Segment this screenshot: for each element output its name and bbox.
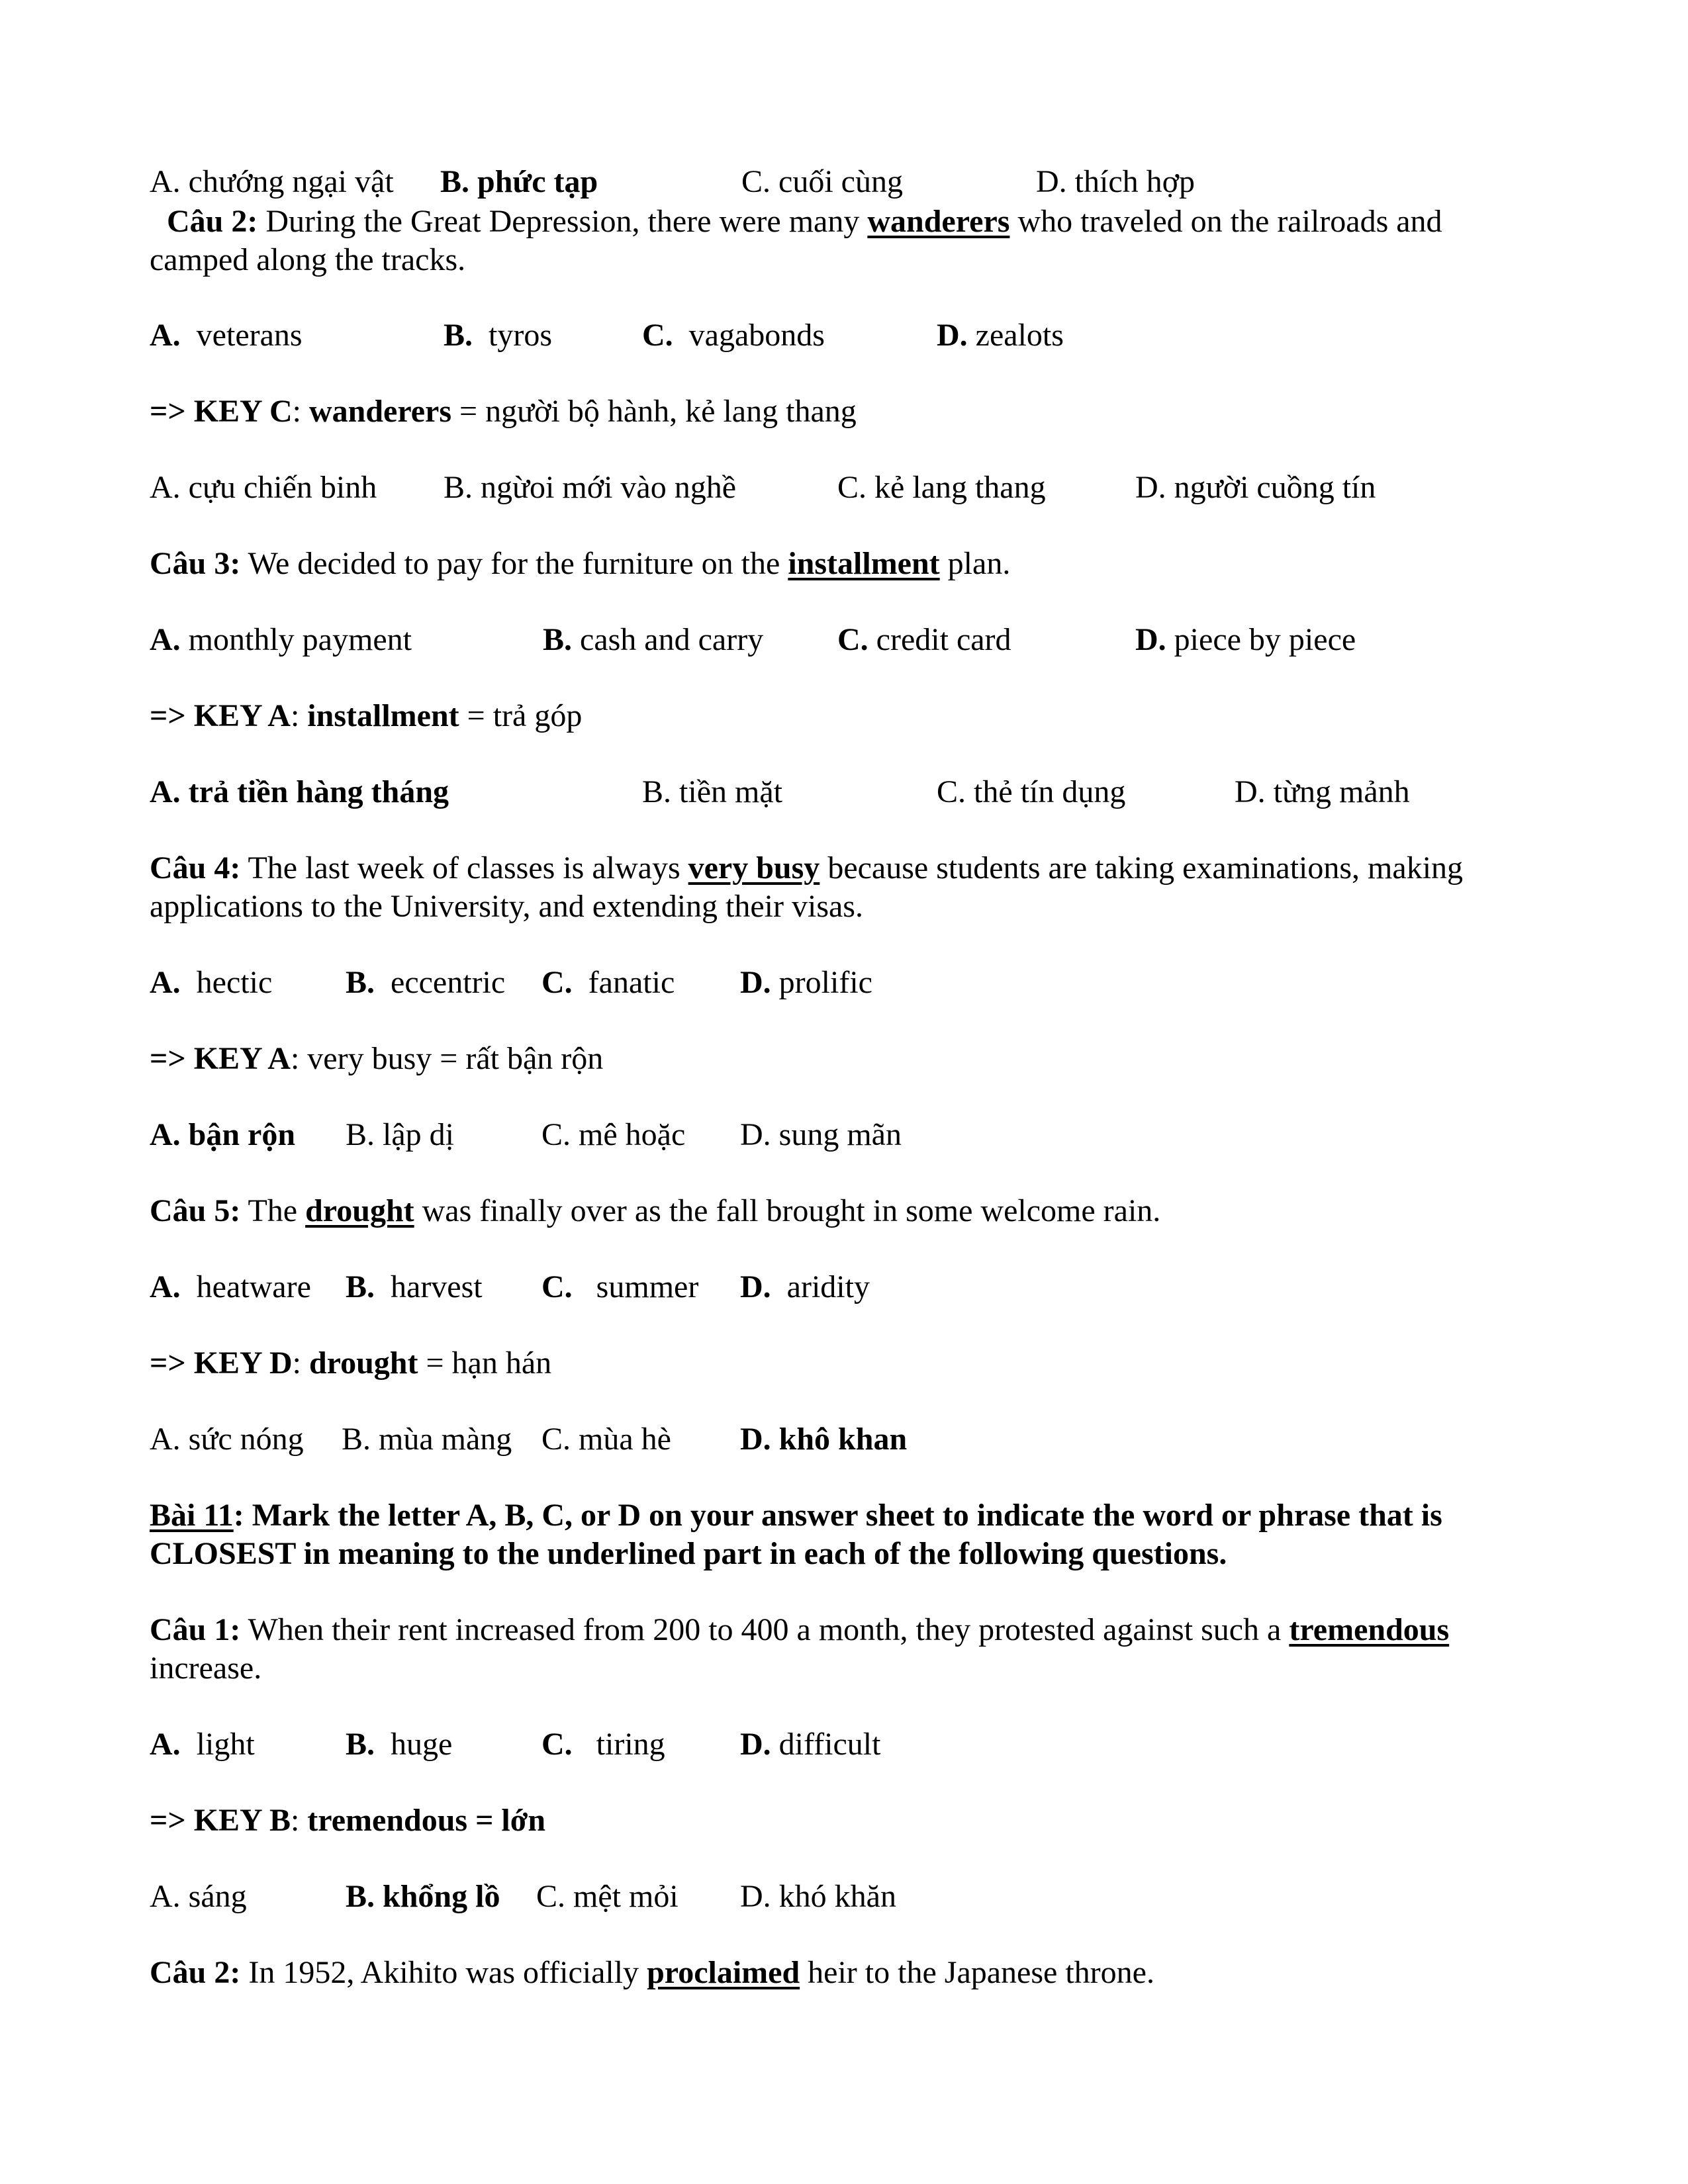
trans-option-a: A. sáng (150, 1879, 247, 1914)
question-3-line-1: Câu 3: We decided to pay for the furniture on the installment plan. (150, 546, 1011, 581)
trans-option-d: D. khó khăn (740, 1879, 896, 1914)
option-c[interactable]: C. summer (541, 1269, 699, 1304)
trans-option-c: C. thẻ tín dụng (937, 774, 1126, 809)
question-2-line-1 (167, 203, 1442, 241)
option-d[interactable]: D. difficult (740, 1727, 881, 1762)
trans-option-a: A. sức nóng (150, 1422, 304, 1457)
trans-option-d: D. thích hợp (1036, 164, 1196, 199)
option-c[interactable]: C. tiring (541, 1727, 665, 1762)
option-d[interactable]: D. aridity (740, 1269, 870, 1304)
trans-option-b: B. khổng lồ (346, 1879, 500, 1914)
exercise-heading-line-2: CLOSEST in meaning to the underlined part in each of the following questions. (150, 1536, 1227, 1571)
underlined-word: drought (305, 1193, 414, 1228)
b11-question-1-line-2: increase. (150, 1651, 262, 1686)
underlined-word: tremendous (1289, 1612, 1450, 1647)
trans-option-c: C. cuối cùng (741, 164, 903, 199)
trans-option-d: D. từng mảnh (1235, 774, 1410, 809)
question-text: During the Great Depression, there were many (265, 204, 860, 239)
trans-option-b: B. lập dị (346, 1117, 454, 1152)
trans-option-b: B. ngừoi mới vào nghề (444, 470, 737, 505)
question-3-key: => KEY A: installment = trả góp (150, 698, 583, 733)
question-5-key: => KEY D: drought = hạn hán (150, 1345, 552, 1381)
trans-option-a: A. cựu chiến binh (150, 470, 377, 505)
question-number: Câu 2: (167, 204, 258, 239)
trans-option-a: A. chướng ngại vật (150, 164, 394, 199)
option-c[interactable]: C. vagabonds (642, 318, 825, 353)
question-5-line-1: Câu 5: The drought was finally over as the fall brought in some welcome rain. (150, 1193, 1161, 1228)
option-b[interactable]: B. eccentric (346, 965, 506, 1000)
option-a[interactable]: A. veterans (150, 318, 303, 353)
b11-question-1-key: => KEY B: tremendous = lớn (150, 1803, 546, 1838)
question-4-line-1: Câu 4: The last week of classes is always very busy because students are taking examinations, making (150, 850, 1464, 886)
b11-question-2-line-1: Câu 2: In 1952, Akihito was officially proclaimed heir to the Japanese throne. (150, 1955, 1154, 1990)
underlined-word: wanderers (867, 204, 1010, 239)
option-a[interactable]: A. light (150, 1727, 255, 1762)
option-b[interactable]: B. tyros (444, 318, 553, 353)
underlined-word: proclaimed (647, 1955, 800, 1990)
exercise-heading-line-1 (150, 1496, 1442, 1535)
question-4-key: => KEY A: very busy = rất bận rộn (150, 1041, 604, 1076)
trans-option-a: A. trả tiền hàng tháng (150, 774, 449, 809)
exercise-instruction: : Mark the letter A, B, C, or D on your answer sheet to indicate the word or phrase that is (233, 1498, 1442, 1533)
question-text: who traveled on the railroads and (1017, 204, 1442, 239)
option-d[interactable]: D. zealots (937, 318, 1064, 353)
option-d[interactable]: D. prolific (740, 965, 872, 1000)
exercise-label: Bài 11 (150, 1498, 234, 1533)
underlined-word: installment (788, 546, 940, 581)
trans-option-d: D. sung mãn (740, 1117, 902, 1152)
trans-option-b: B. phức tạp (440, 164, 598, 199)
option-b[interactable]: B. cash and carry (543, 622, 764, 657)
option-b[interactable]: B. harvest (346, 1269, 483, 1304)
trans-option-a: A. bận rộn (150, 1117, 296, 1152)
trans-option-b: B. mùa màng (342, 1422, 512, 1457)
option-a[interactable]: A. hectic (150, 965, 273, 1000)
option-d[interactable]: D. piece by piece (1135, 622, 1356, 657)
trans-option-b: B. tiền mặt (642, 774, 782, 809)
trans-option-c: C. mệt mỏi (536, 1879, 679, 1914)
question-4-line-2: applications to the University, and extending their visas. (150, 889, 863, 924)
trans-option-d: D. người cuồng tín (1135, 470, 1376, 505)
question-2-line-2: camped along the tracks. (150, 242, 466, 277)
trans-option-c: C. kẻ lang thang (837, 470, 1046, 505)
trans-option-c: C. mê hoặc (541, 1117, 686, 1152)
trans-option-c: C. mùa hè (541, 1422, 671, 1457)
option-c[interactable]: C. credit card (837, 622, 1011, 657)
trans-option-d: D. khô khan (740, 1422, 908, 1457)
option-b[interactable]: B. huge (346, 1727, 453, 1762)
option-a[interactable]: A. heatware (150, 1269, 311, 1304)
option-a[interactable]: A. monthly payment (150, 622, 412, 657)
b11-question-1-line-1: Câu 1: When their rent increased from 200 to 400 a month, they protested against such a tremendous (150, 1612, 1450, 1647)
option-c[interactable]: C. fanatic (541, 965, 675, 1000)
question-2-key: => KEY C: wanderers = người bộ hành, kẻ lang thang (150, 394, 857, 429)
underlined-word: very busy (688, 850, 820, 886)
